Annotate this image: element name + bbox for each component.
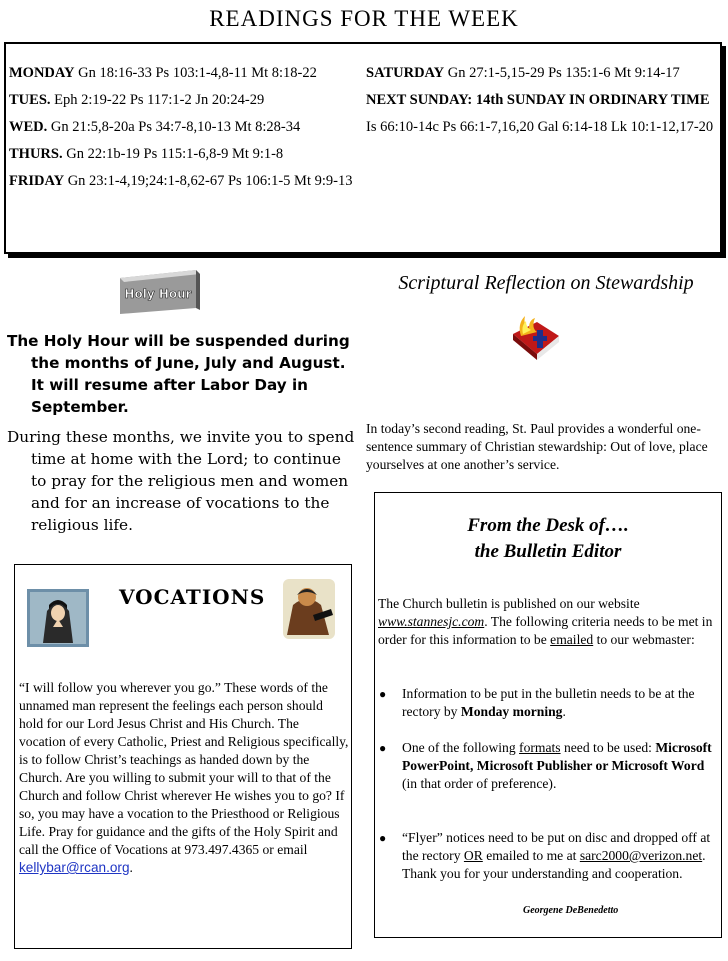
criteria-item-text bbox=[402, 685, 717, 721]
criteria-text: Information to be put in the bulletin needs to be at the rectory by bbox=[402, 686, 695, 719]
criteria-deadline: Monday morning bbox=[460, 704, 563, 719]
holy-hour-invitation-text: During these months, we invite you to spend time at home with the Lord; to continue to pray for the religious men and women and for an increase of vocations to the religious life. bbox=[7, 428, 355, 534]
reading-day: WED. bbox=[9, 119, 48, 135]
website-link[interactable]: www.stannesjc.com bbox=[378, 614, 485, 629]
criteria-text: . bbox=[702, 848, 706, 863]
reading-refs: Gn 22:1b-19 Ps 115:1-6,8-9 Mt 9:1-8 bbox=[62, 146, 284, 162]
formats-word: formats bbox=[519, 740, 561, 755]
vocations-title: VOCATIONS bbox=[119, 585, 266, 609]
holy-hour-notice bbox=[7, 330, 357, 418]
holy-hour-logo bbox=[116, 268, 200, 316]
criteria-text: One of the following bbox=[402, 740, 520, 755]
reading-tuesday bbox=[9, 87, 354, 114]
readings-left-column bbox=[9, 60, 354, 195]
criteria-text: emailed to me at bbox=[482, 848, 580, 863]
vocations-email-link[interactable]: kellybar@rcan.org bbox=[19, 860, 130, 875]
reading-thursday bbox=[9, 141, 354, 168]
reading-next-sunday-refs bbox=[366, 114, 716, 141]
reading-next-sunday bbox=[366, 87, 716, 114]
criteria-text: “Flyer” notices need to be put on disc and dropped off at the rectory bbox=[402, 830, 711, 863]
intro-text: . The following criteria needs to be met in order for this information to be bbox=[378, 614, 713, 647]
reading-day: THURS. bbox=[9, 146, 63, 162]
reading-friday bbox=[9, 168, 354, 195]
readings-title: READINGS FOR THE WEEK bbox=[209, 6, 519, 31]
reading-refs: Gn 27:1-5,15-29 Ps 135:1-6 Mt 9:14-17 bbox=[444, 65, 680, 81]
reading-day: FRIDAY bbox=[9, 173, 65, 189]
reflection-body: In today’s second reading, St. Paul provides a wonderful one-sentence summary of Christian stewardship: Out of love, place yourselves at one another’s service. bbox=[366, 421, 708, 472]
reading-refs: Gn 23:1-4,19;24:1-8,62-67 Ps 106:1-5 Mt 9:9-13 bbox=[64, 173, 353, 189]
vocations-body-text: “I will follow you wherever you go.” These words of the unnamed man represent the feelings each person should hold for our Lord Jesus Christ and His Church. The vocation of every Catholic, Priest and Religious specifically, is to follow Christ’s teachings as handed down by the Church. Are you willing to submit your will to that of the Church and follow Christ wherever He wishes you to go? If so, you may have a vocation to the Priesthood or Religious Life. Pray for guidance and the gifts of the Holy Spirit and call the Office of Vocations at 973.497.4365 or email bbox=[19, 680, 349, 857]
vocations-box bbox=[14, 564, 352, 949]
emailed-word: emailed bbox=[550, 632, 594, 647]
vocations-body-end: . bbox=[129, 860, 133, 875]
praying-man-icon bbox=[277, 575, 339, 643]
holy-hour-invitation bbox=[7, 426, 359, 536]
bulletin-editor-title-line1: From the Desk of…. bbox=[467, 515, 629, 536]
criteria-text: (in that order of preference). bbox=[402, 776, 557, 791]
criteria-formats-list: Microsoft PowerPoint, Microsoft Publisher or Microsoft Word bbox=[402, 740, 712, 773]
criteria-text: need to be used: bbox=[560, 740, 656, 755]
reading-monday bbox=[9, 60, 354, 87]
reading-wednesday bbox=[9, 114, 354, 141]
vocations-body bbox=[19, 679, 349, 877]
reading-day: MONDAY bbox=[9, 65, 75, 81]
bullet-icon: ● bbox=[379, 687, 387, 701]
bulletin-editor-intro bbox=[378, 595, 716, 649]
burning-bible-icon bbox=[507, 314, 563, 362]
readings-box bbox=[4, 42, 722, 254]
thanks-text: Thank you for your understanding and cooperation. bbox=[402, 866, 683, 881]
bulletin-editor-title bbox=[375, 513, 721, 565]
editor-email-link[interactable]: sarc2000@verizon.net bbox=[579, 848, 703, 863]
reflection-title: Scriptural Reflection on Stewardship bbox=[398, 272, 694, 294]
praying-nun-icon bbox=[27, 589, 89, 647]
intro-text: The Church bulletin is published on our website bbox=[378, 596, 640, 611]
or-word: OR bbox=[463, 848, 483, 863]
intro-text: to our webmaster: bbox=[593, 632, 695, 647]
bullet-icon: ● bbox=[379, 831, 387, 845]
bullet-icon: ● bbox=[379, 741, 387, 755]
criteria-item-text bbox=[402, 739, 717, 793]
reading-saturday bbox=[366, 60, 716, 87]
editor-signature: Georgene DeBenedetto bbox=[523, 905, 619, 916]
holy-hour-notice-text: The Holy Hour will be suspended during the months of June, July and August. It will resume after Labor Day in September. bbox=[7, 332, 350, 416]
bulletin-editor-box bbox=[374, 492, 722, 938]
reading-refs: Gn 18:16-33 Ps 103:1-4,8-11 Mt 8:18-22 bbox=[74, 65, 317, 81]
reading-refs: Gn 21:5,8-20a Ps 34:7-8,10-13 Mt 8:28-34 bbox=[47, 119, 301, 135]
criteria-item-text bbox=[402, 829, 717, 883]
bulletin-editor-title-line2: the Bulletin Editor bbox=[474, 541, 622, 562]
criteria-text: . bbox=[562, 704, 566, 719]
reading-refs: Eph 2:19-22 Ps 117:1-2 Jn 20:24-29 bbox=[50, 92, 265, 108]
reading-refs: Is 66:10-14c Ps 66:1-7,16,20 Gal 6:14-18 Lk 10:1-12,17-20 bbox=[366, 119, 714, 135]
reading-day: SATURDAY bbox=[366, 65, 445, 81]
reading-day: NEXT SUNDAY: 14th SUNDAY IN ORDINARY TIME bbox=[366, 92, 710, 108]
readings-right-column bbox=[366, 60, 716, 141]
reading-day: TUES. bbox=[9, 92, 51, 108]
holy-hour-logo-text: Holy Hour bbox=[124, 287, 192, 301]
